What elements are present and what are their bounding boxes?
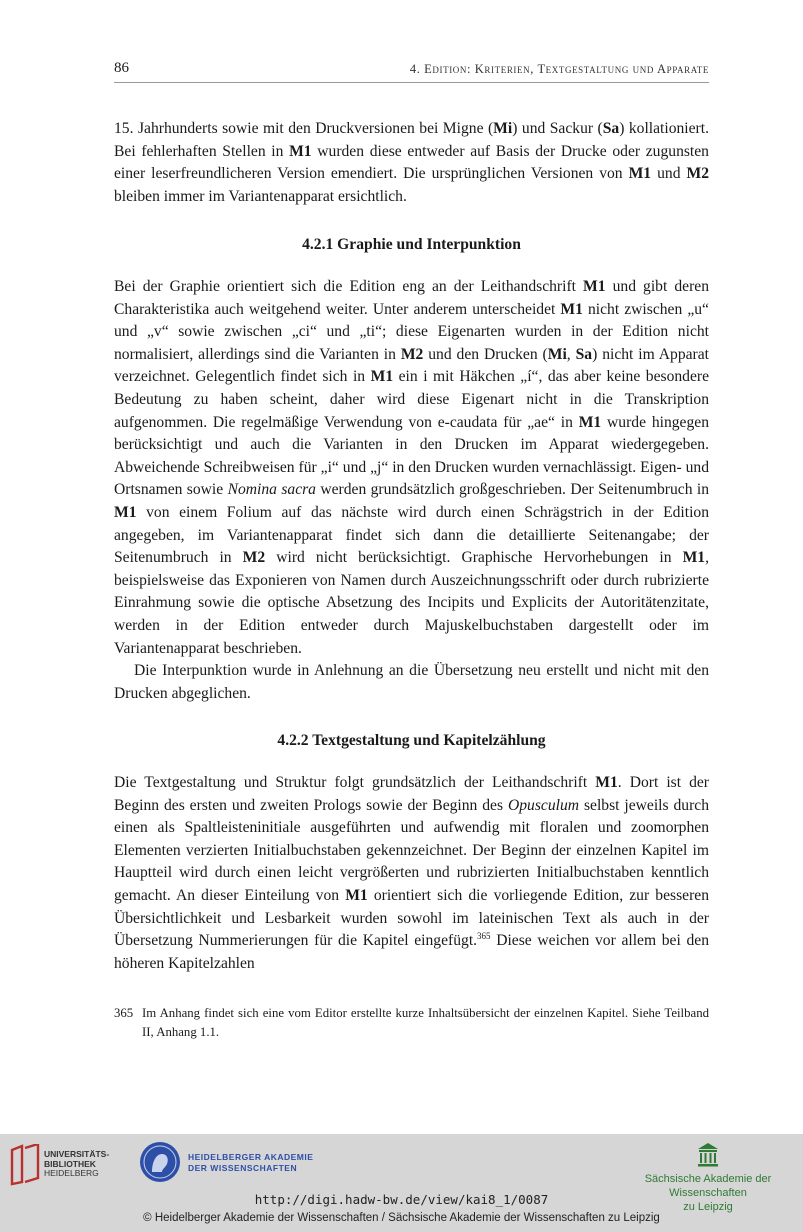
- footnote-text: Im Anhang findet sich eine vom Editor erstellte kurze Inhaltsübersicht der einzelnen Kapitel. Siehe Teilband II, Anhang 1.1.: [142, 1006, 709, 1039]
- university-library-name: UNIVERSITÄTS- BIBLIOTHEK HEIDELBERG: [44, 1149, 110, 1178]
- saxon-academy-building-icon: [696, 1142, 720, 1168]
- heidelberg-academy-name: HEIDELBERGER AKADEMIE DER WISSENSCHAFTEN: [188, 1152, 314, 1173]
- paragraph-4: Die Textgestaltung und Struktur folgt grundsätzlich der Leithandschrift M1. Dort ist der Beginn des ersten und zweiten Prologs sowie der Beginn des Opusculum selbst jeweils durch einen als Spaltleisteninitiale ausgeführten und aufwendig mit floralen und zoomorphen Elementen verzierten Initialbuchstaben gekennzeichnet. Der Beginn der einzelnen Kapitel im Hauptteil wird durch einen leicht vergrößerten und rubrizierten Initialbuchstaben kenntlich gemacht. An dieser Einteilung von M1 orientiert sich die vorliegende Edition, zur besseren Übersichtlichkeit und Lesbarkeit wurden sowohl im lateinischen Text als auch in der Übersetzung Nummerierungen für die Kapitel eingefügt.$^{365}$ Diese weichen vor allem bei den höheren Kapitelzahlen: [114, 774, 710, 972]
- source-url-link[interactable]: http://digi.hadw-bw.de/view/kai8_1/0087: [254, 1192, 549, 1207]
- footer-bar: [0, 1134, 803, 1232]
- paragraph-2: Bei der Graphie orientiert sich die Edition eng an der Leithandschrift M1 und gibt deren Charakteristika auch weitgehend weiter. Unter anderem unterscheidet M1 nicht zwischen „u“ und „v“ sowie zwischen „ci“ und „ti“; diese Eigenarten wurden in der Edition nicht normalisiert, allerdings sind die Varianten in M2 und den Drucken (Mi, Sa) nicht im Apparat verzeichnet. Gelegentlich findet sich in M1 ein i mit Häkchen „í“, das aber keine besondere Bedeutung zu haben scheint, daher wird diese Eigenart nicht in die Transkription aufgenommen. Die regelmäßige Verwendung von e-caudata für „ae“ in M1 wurde hingegen berücksichtigt und auch die Varianten in den Drucken im Apparat wiedergegeben. Abweichende Schreibweisen für „i“ und „j“ in den Drucken wurden vernachlässigt. Eigen- und Ortsnamen sowie Nomina sacra werden grundsätzlich großgeschrieben. Der Seitenumbruch in M1 von einem Folium auf das nächste wird durch einen Schrägstrich in der Edition angegeben, im Variantenapparat findet sich dann die detaillierte Seitenangabe; der Seitenumbruch in M2 wird nicht berücksichtigt. Graphische Hervorhebungen in M1, beispielsweise das Exponieren von Namen durch Auszeichnungsschrift oder durch rubrizierte Einrahmung sowie die optische Absetzung des Incipits und Explicits der Autoritätenzitate, werden in der Edition entweder durch Majuskelbuchstaben dargestellt oder im Variantenapparat beschrieben. Die Interpunktion wurde in Anlehnung an die Übersetzung neu erstellt und nicht mit den Drucken abgeglichen.: [114, 276, 709, 705]
- footnote-ref-365: 365: [477, 931, 491, 942]
- section-heading-4-2-1: 4.2.1 Graphie und Interpunktion: [302, 236, 521, 253]
- academy-seal-icon: [138, 1140, 182, 1184]
- footnote-number: 365: [114, 1006, 134, 1020]
- university-library-logo-icon: [10, 1144, 42, 1186]
- running-head-text: 4. Edition: Kriterien, Textgestaltung und Apparate: [409, 62, 709, 76]
- copyright-notice: © Heidelberger Akademie der Wissenschaften / Sächsische Akademie der Wissenschaften zu Leipzig: [143, 1212, 660, 1224]
- footnote-365: [114, 1004, 709, 1042]
- saxon-academy-name: Sächsische Akademie der Wissenschaften zu Leipzig: [644, 1173, 772, 1213]
- running-head: [410, 62, 709, 77]
- section-heading-4-2-2: 4.2.2 Textgestaltung und Kapitelzählung: [277, 732, 546, 749]
- paragraph-1: 15. Jahrhunderts sowie mit den Druckversionen bei Migne (Mi) und Sackur (Sa) kollationiert. Bei fehlerhaften Stellen in M1 wurden diese entweder auf Basis der Drucke oder zugunsten einer leserfreundlicheren Version emendiert. Die ursprünglichen Versionen von M1 und M2 bleiben immer im Variantenapparat ersichtlich.: [114, 120, 710, 205]
- page-number: 86: [114, 60, 129, 76]
- paragraph-3: Die Interpunktion wurde in Anlehnung an die Übersetzung neu erstellt und nicht mit den Drucken abgeglichen.: [114, 662, 709, 702]
- header-rule: [114, 82, 709, 83]
